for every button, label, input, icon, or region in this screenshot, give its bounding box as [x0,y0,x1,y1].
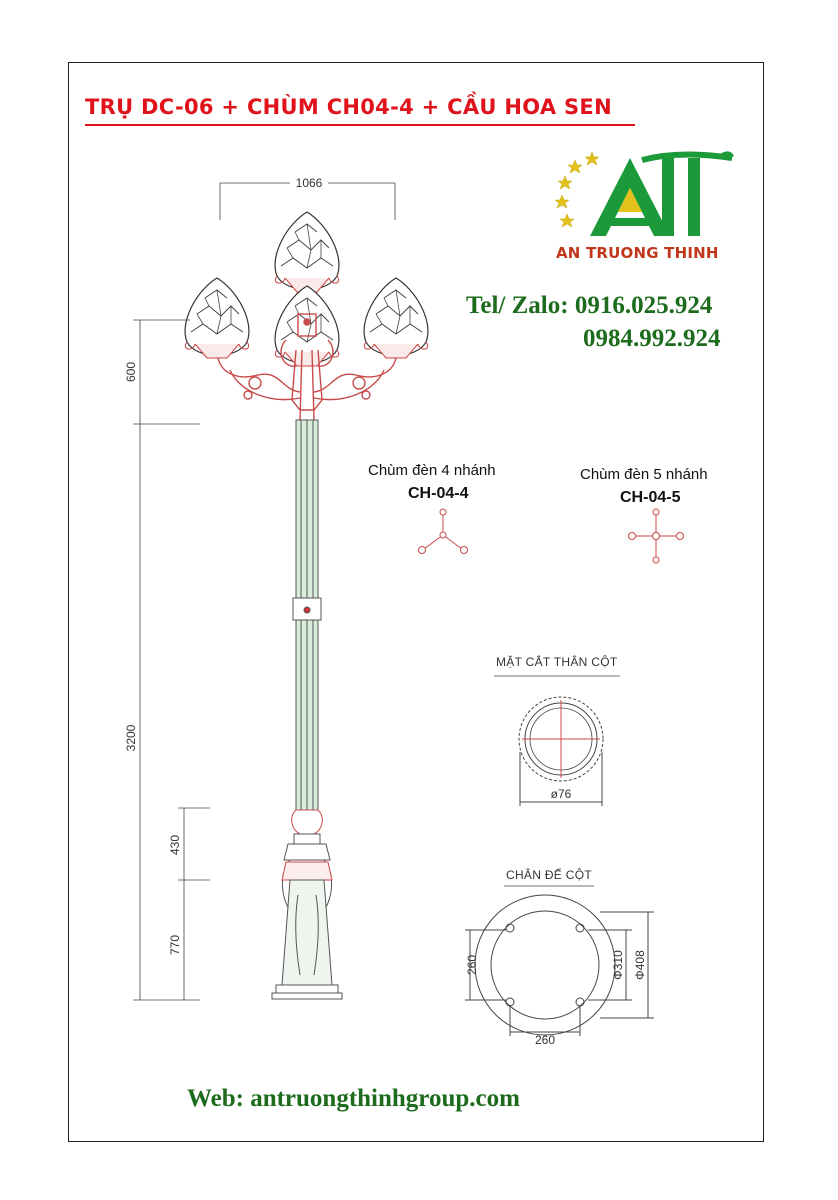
ch-04-5-code: CH-04-5 [620,489,681,506]
base-d1-label: Φ310 [611,950,625,980]
section-title: MẶT CẮT THÂN CỘT [496,655,618,669]
bulb-right [364,278,428,358]
dim-3200-label: 3200 [124,724,138,752]
dim-600-label: 600 [124,361,138,383]
contact-web: Web: antruongthinhgroup.com [187,1085,520,1112]
drawing-title: TRỤ DC-06 + CHÙM CH04-4 + CẦU HOA SEN [85,95,612,119]
ch-04-5-symbol [629,509,684,563]
brand-name: AN TRUONG THINH [556,244,719,262]
dim-430-label: 430 [168,834,182,856]
bulb-center [275,286,339,366]
contact-tel-2: 0984.992.924 [583,325,721,352]
bulb-top [275,212,339,292]
ch-04-5-label: Chùm đèn 5 nhánh [580,466,708,483]
ch-04-4-code: CH-04-4 [408,485,469,502]
dim-1066-label: 1066 [295,176,323,190]
base-w-label: 260 [534,1033,556,1047]
contact-tel: Tel/ Zalo: 0916.025.924 [466,292,713,319]
vertical-dims [133,320,210,1000]
base-plate [465,895,654,1036]
bulb-left [185,278,249,358]
dim-770-label: 770 [168,934,182,956]
section-dia-label: ø76 [550,787,572,801]
base-h-label: 260 [465,954,479,976]
pole-shaft [293,420,321,810]
base-title: CHÂN ĐẾ CỘT [506,868,592,882]
base-d2-label: Φ408 [633,950,647,980]
ch-04-4-symbol [419,509,468,554]
ch-04-4-label: Chùm đèn 4 nhánh [368,462,496,479]
pole-base [272,810,342,999]
